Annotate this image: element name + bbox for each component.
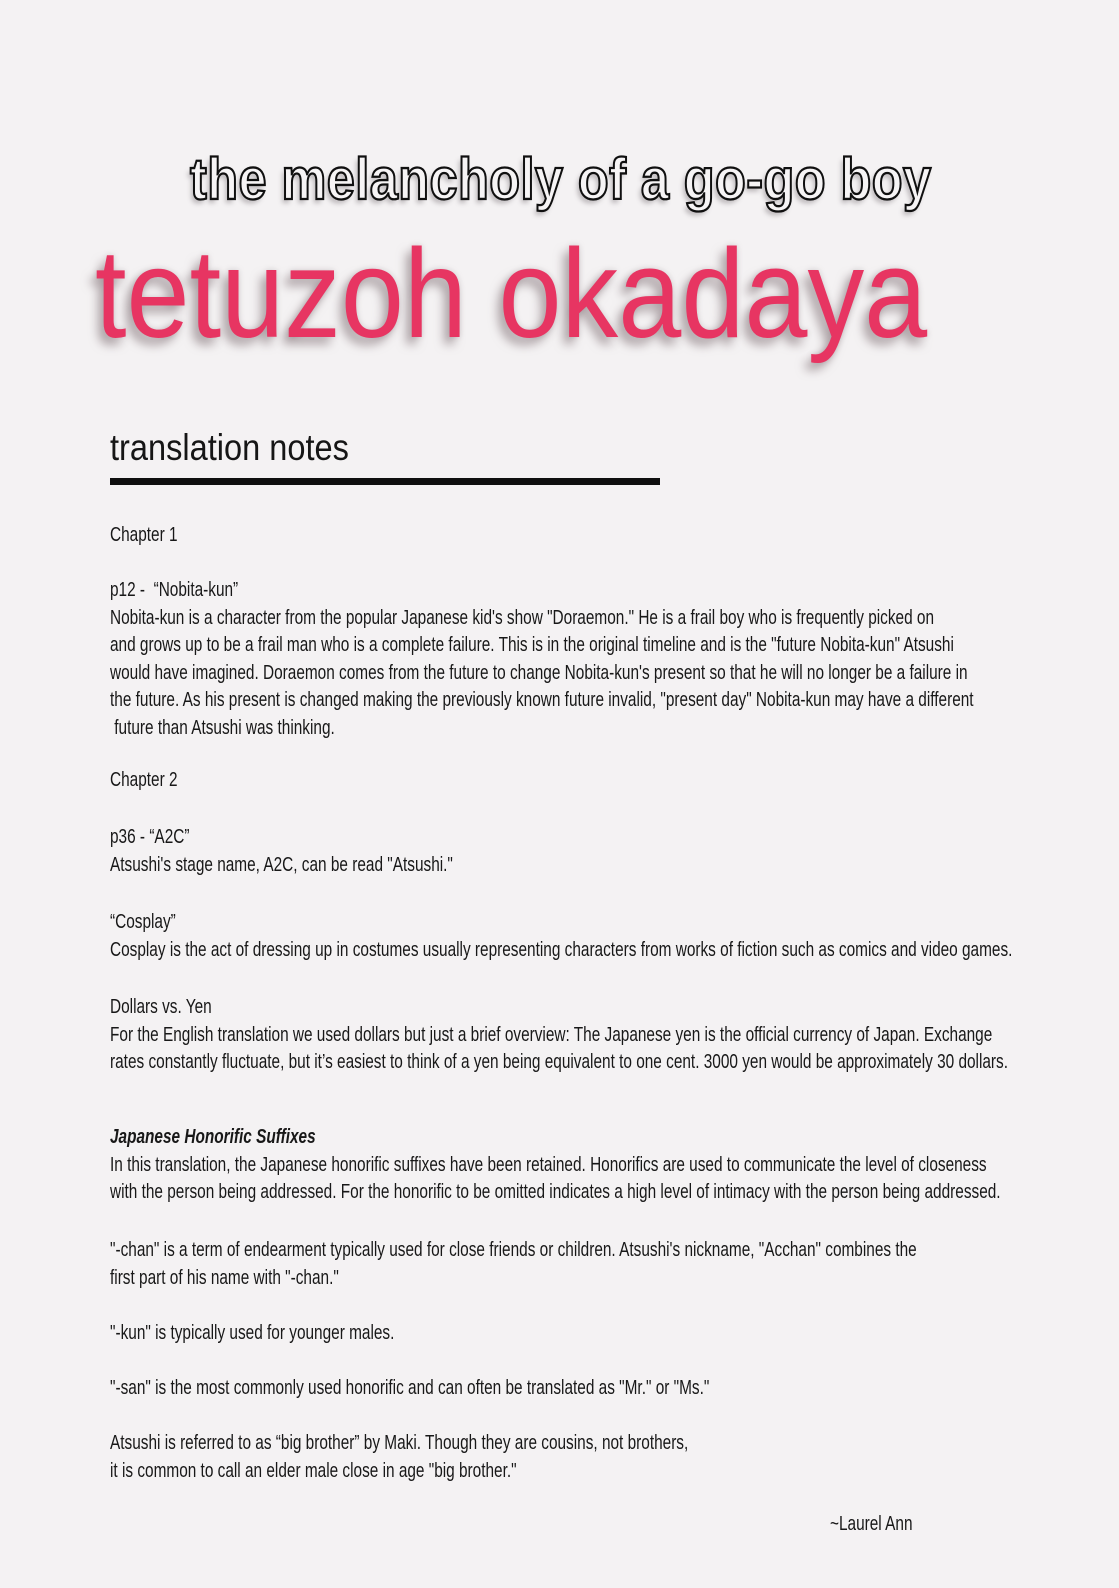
note-block-chan bbox=[110, 1236, 917, 1291]
section-title: translation notes bbox=[110, 427, 349, 468]
translator-signature: ~Laurel Ann bbox=[830, 1512, 913, 1535]
note-heading: p36 - “A2C” bbox=[110, 825, 190, 848]
note-block-chapter-1 bbox=[110, 521, 178, 549]
note-line: Atsushi's stage name, A2C, can be read "Atsushi." bbox=[110, 852, 453, 876]
note-line: Atsushi is referred to as “big brother” by Maki. Though they are cousins, not brothers, bbox=[110, 1431, 689, 1454]
note-line: and grows up to be a frail man who is a complete failure. This is in the original timeline and is the "future Nobita-kun" Atsushi bbox=[110, 633, 954, 656]
note-line: Nobita-kun is a character from the popular Japanese kid's show "Doraemon." He is a frail boy who is frequently picked on bbox=[110, 605, 935, 629]
note-line: "-san" is the most commonly used honorific and can often be translated as "Mr." or "Ms." bbox=[110, 1376, 710, 1399]
note-heading: “Cosplay” bbox=[110, 910, 176, 933]
note-line: rates constantly fluctuate, but it’s easiest to think of a yen being equivalent to one cent. 3000 yen would be approximately 30 dollars. bbox=[110, 1050, 1009, 1073]
note-line: For the English translation we used dollars but just a brief overview: The Japanese yen is the official currency of Japan. Exchange bbox=[110, 1022, 993, 1046]
note-block-cosplay bbox=[110, 908, 1012, 963]
notes-list bbox=[110, 0, 1119, 1588]
series-title: the melancholy of a go-go boy bbox=[190, 147, 932, 212]
note-line: first part of his name with "-chan." bbox=[110, 1265, 339, 1289]
note-line: future than Atsushi was thinking. bbox=[110, 715, 335, 739]
note-line: Cosplay is the act of dressing up in costumes usually representing characters from works of fiction such as comics and video games. bbox=[110, 937, 1013, 961]
note-heading: Chapter 2 bbox=[110, 768, 178, 791]
note-block-japanese-honorific-suffixes bbox=[110, 1123, 1001, 1206]
note-line: "-chan" is a term of endearment typically used for close friends or children. Atsushi's nickname, "Acchan" combines the bbox=[110, 1238, 917, 1261]
note-line: it is common to call an elder male close in age "big brother." bbox=[110, 1458, 517, 1482]
author-name: tetuzoh okadaya bbox=[95, 223, 928, 364]
note-line: would have imagined. Doraemon comes from the future to change Nobita-kun's present so that he will no longer be a failure in bbox=[110, 660, 968, 684]
note-heading: Japanese Honorific Suffixes bbox=[110, 1125, 316, 1148]
note-block-p36-a2c bbox=[110, 823, 453, 878]
note-line: with the person being addressed. For the honorific to be omitted indicates a high level of intimacy with the person being addressed. bbox=[110, 1180, 1001, 1203]
note-heading: p12 - “Nobita-kun” bbox=[110, 578, 239, 601]
note-line: In this translation, the Japanese honorific suffixes have been retained. Honorifics are used to communicate the level of closeness bbox=[110, 1152, 987, 1176]
note-block-big-brother bbox=[110, 1429, 688, 1484]
note-block-chapter-2 bbox=[110, 766, 178, 794]
note-block-san bbox=[110, 1374, 709, 1402]
note-block-kun bbox=[110, 1319, 394, 1347]
note-line: the future. As his present is changed making the previously known future invalid, "present day" Nobita-kun may have a different bbox=[110, 688, 974, 711]
note-heading: Dollars vs. Yen bbox=[110, 995, 212, 1018]
note-line: "-kun" is typically used for younger males. bbox=[110, 1321, 395, 1344]
note-block-p12-nobita-kun bbox=[110, 576, 974, 741]
note-heading: Chapter 1 bbox=[110, 523, 178, 546]
note-block-dollars-vs-yen bbox=[110, 993, 1008, 1076]
